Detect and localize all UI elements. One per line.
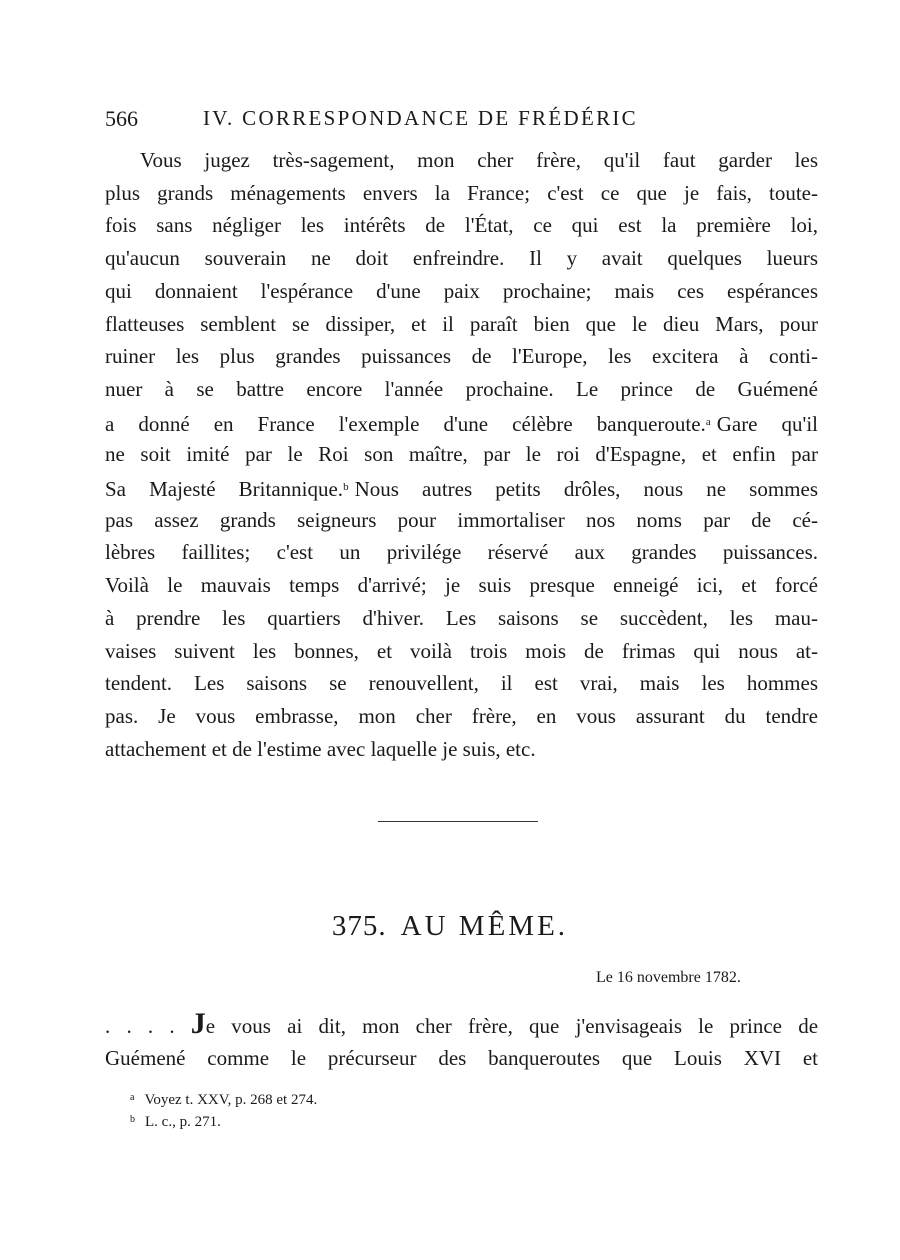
- footnote-b: [130, 1114, 221, 1131]
- text-line: vaises suivent les bonnes, et voilà trois mois de frimas qui nous at-: [105, 638, 818, 663]
- text-line: tendent. Les saisons se renouvellent, il est vrai, mais les hommes: [105, 671, 818, 696]
- footnote-a: [130, 1092, 317, 1109]
- footnote-reference: a: [705, 415, 711, 428]
- line-segment: Gare qu'il: [716, 411, 818, 436]
- line-segment: a donné en France l'exemple d'une célèbre banqueroute.: [105, 411, 706, 436]
- footnote-text: L. c., p. 271.: [145, 1114, 221, 1130]
- text-line: fois sans négliger les intérêts de l'État, ce qui est la première loi,: [105, 213, 818, 238]
- text-line: à prendre les quartiers d'hiver. Les saisons se succèdent, les mau-: [105, 605, 818, 630]
- footnote-reference: b: [343, 481, 349, 493]
- letter-375-line-1: [105, 1007, 819, 1040]
- text-line: qui donnaient l'espérance d'une paix prochaine; mais ces espérances: [105, 278, 818, 303]
- footnote-mark: a: [130, 1092, 135, 1103]
- text-line: attachement et de l'estime avec laquelle je suis, etc.: [105, 736, 536, 761]
- letter-375-heading: [0, 910, 900, 943]
- text-line: pas assez grands seigneurs pour immortaliser nos noms par de cé-: [105, 507, 818, 532]
- text-line: [105, 474, 818, 502]
- line-segment: Sa Majesté Britannique.: [105, 477, 344, 501]
- line-segment: Nous autres petits drôles, nous ne sommes: [354, 477, 818, 501]
- text-line: lèbres faillites; c'est un privilége réservé aux grandes puissances.: [105, 540, 818, 565]
- text-line: [105, 409, 818, 437]
- letter-title: AU MÊME.: [400, 910, 569, 942]
- text-line: ne soit imité par le Roi son maître, par le roi d'Espagne, et enfin par: [105, 442, 818, 467]
- footnote-text: Voyez t. XXV, p. 268 et 274.: [144, 1092, 318, 1108]
- drop-cap: J: [190, 1007, 206, 1040]
- footnote-mark: b: [130, 1114, 135, 1125]
- text-line: plus grands ménagements envers la France; c'est ce que je fais, toute-: [105, 180, 818, 205]
- section-divider: [378, 821, 538, 822]
- page-number: 566: [105, 106, 138, 131]
- running-title: IV. CORRESPONDANCE DE FRÉDÉRIC: [203, 106, 638, 130]
- text-line: qu'aucun souverain ne doit enfreindre. Il y avait quelques lueurs: [105, 246, 818, 271]
- text-line: ruiner les plus grandes puissances de l'Europe, les excitera à conti-: [105, 344, 818, 369]
- text-line: Voilà le mauvais temps d'arrivé; je suis presque enneigé ici, et forcé: [105, 573, 818, 598]
- text-line: pas. Je vous embrasse, mon cher frère, en vous assurant du tendre: [105, 703, 818, 728]
- letter-number: 375.: [331, 910, 387, 942]
- ellipsis: . . . .: [105, 1014, 175, 1038]
- text-line: flatteuses semblent se dissiper, et il paraît bien que le dieu Mars, pour: [105, 311, 818, 336]
- text-line: nuer à se battre encore l'année prochaine. Le prince de Guémené: [105, 376, 818, 401]
- letter-date: Le 16 novembre 1782.: [596, 969, 741, 986]
- line-text: e vous ai dit, mon cher frère, que j'envisageais le prince de: [205, 1014, 819, 1038]
- letter-375-line-2: Guémené comme le précurseur des banqueroutes que Louis XVI et: [105, 1046, 818, 1070]
- text-line: Vous jugez très-sagement, mon cher frère, qu'il faut garder les: [140, 148, 818, 172]
